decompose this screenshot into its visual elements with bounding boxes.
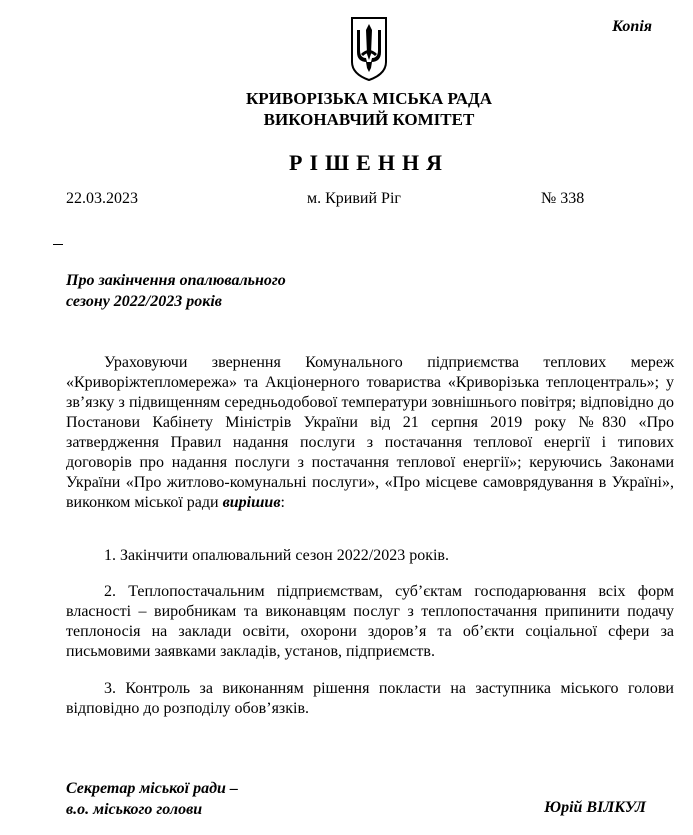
decision-subject — [66, 270, 286, 312]
trident-emblem-icon — [349, 16, 389, 82]
preamble-text: Ураховуючи звернення Комунального підприємства теплових мереж «Криворіжтепломережа» та Акціонерного товариства «Криворізька теплоцентраль»; у зв’язку з підвищенням середньодобової температури зовнішнього повітря; відповідно до Постанови Кабінету Міністрів України від 21 серпня 2019 року №830 «Про затвердження Правил надання послуги з постачання теплової енергії і типових договорів про надання послуги з постачання теплової енергії»; керуючись Законами України «Про житлово-комунальні послуги», «Про місцеве самоврядування в Україні», виконком міської ради — [66, 354, 674, 511]
decision-date: 22.03.2023 — [66, 190, 138, 207]
signatory-position — [66, 778, 238, 820]
council-name: КРИВОРІЗЬКА МІСЬКА РАДА — [245, 89, 493, 108]
signatory-position-line-1: Секретар міської ради – — [66, 780, 238, 797]
signatory-name: Юрій ВІЛКУЛ — [544, 799, 646, 816]
signatory-position-line-2: в.о. міського голови — [66, 801, 203, 818]
committee-name: ВИКОНАВЧИЙ КОМІТЕТ — [263, 110, 475, 129]
decision-city: м. Кривий Ріг — [307, 190, 401, 207]
subject-line-2: сезону 2022/2023 років — [66, 293, 222, 310]
preamble-paragraph — [66, 353, 674, 513]
council-header — [0, 88, 693, 130]
subject-line-1: Про закінчення опалювального — [66, 272, 286, 289]
decision-item-3: 3. Контроль за виконанням рішення покласти на заступника міського голови відповідно до розподілу обов’язків. — [66, 680, 674, 717]
decision-number: № 338 — [541, 190, 585, 207]
divider-dash — [53, 244, 63, 245]
copy-mark: Копія — [612, 18, 652, 35]
decision-item-2: 2. Теплопостачальним підприємствам, суб’єктам господарювання всіх форм власності – виробникам та виконавцям послуг з теплопостачання припинити подачу теплоносія на заклади освіти, охорони здоров’я та об’єкти соціальної сфери за письмовими заявками закладів, установ, підприємств. — [66, 583, 674, 660]
preamble-end: : — [280, 494, 285, 511]
decision-title: РІШЕННЯ — [289, 150, 449, 175]
resolved-word: вирішив — [222, 494, 281, 511]
decision-item-1: 1. Закінчити опалювальний сезон 2022/2023 років. — [104, 547, 449, 564]
